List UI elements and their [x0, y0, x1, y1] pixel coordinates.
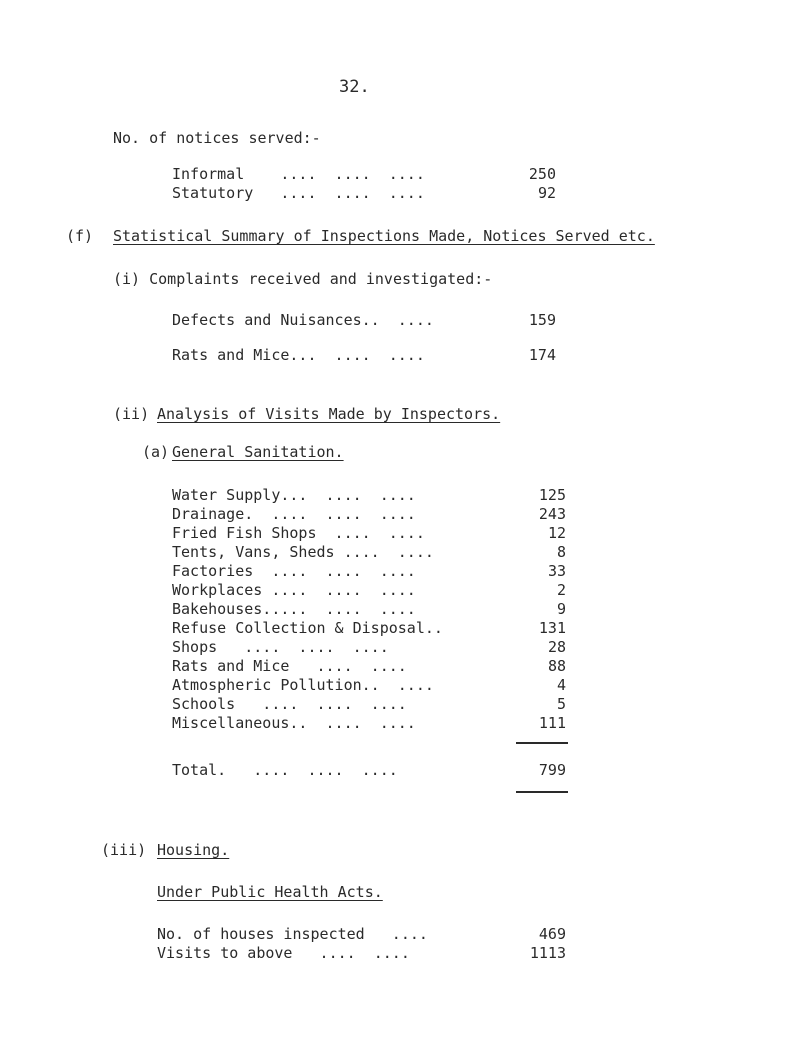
sanitation-label: Water Supply... .... ....: [172, 486, 416, 504]
sanitation-value: 125: [538, 486, 566, 504]
sanitation-value: 12: [547, 524, 566, 542]
sanitation-value: 8: [556, 543, 566, 561]
sanitation-value: 28: [547, 638, 566, 656]
complaint-value-rats: 174: [528, 346, 556, 364]
total-rule-top: [516, 742, 568, 744]
sanitation-label: Schools .... .... ....: [172, 695, 407, 713]
total-value: 799: [538, 761, 566, 779]
sanitation-label: Miscellaneous.. .... ....: [172, 714, 416, 732]
sanitation-label: Refuse Collection & Disposal..: [172, 619, 443, 637]
complaint-value-defects: 159: [528, 311, 556, 329]
notice-label-statutory: Statutory .... .... ....: [172, 184, 425, 202]
housing-value-visits: 1113: [529, 944, 566, 962]
sanitation-value: 5: [556, 695, 566, 713]
notice-value-informal: 250: [528, 165, 556, 183]
sanitation-value: 111: [538, 714, 566, 732]
housing-title: Housing.: [157, 841, 230, 859]
sanitation-value: 33: [547, 562, 566, 580]
analysis-title: Analysis of Visits Made by Inspectors.: [157, 405, 501, 423]
sanitation-value: 4: [556, 676, 566, 694]
page-number: 32.: [339, 77, 370, 97]
complaint-label-rats: Rats and Mice... .... ....: [172, 346, 425, 364]
section-f-title: Statistical Summary of Inspections Made, Notices Served etc.: [113, 227, 655, 245]
section-f-marker: (f): [66, 227, 94, 245]
sanitation-label: Shops .... .... ....: [172, 638, 389, 656]
sanitation-label: Rats and Mice .... ....: [172, 657, 407, 675]
analysis-sub-marker: (a): [142, 443, 170, 461]
sanitation-label: Workplaces .... .... ....: [172, 581, 416, 599]
sanitation-label: Drainage. .... .... ....: [172, 505, 416, 523]
total-rule-bottom: [516, 791, 568, 793]
sanitation-value: 2: [556, 581, 566, 599]
sanitation-label: Atmospheric Pollution.. ....: [172, 676, 434, 694]
sanitation-label: Fried Fish Shops .... ....: [172, 524, 425, 542]
housing-value-inspected: 469: [538, 925, 566, 943]
notice-label-informal: Informal .... .... ....: [172, 165, 425, 183]
sanitation-value: 88: [547, 657, 566, 675]
sanitation-label: Factories .... .... ....: [172, 562, 416, 580]
sanitation-value: 131: [538, 619, 566, 637]
sanitation-value: 243: [538, 505, 566, 523]
analysis-marker: (ii): [113, 405, 150, 423]
analysis-sub-title: General Sanitation.: [172, 443, 344, 461]
complaints-heading: (i) Complaints received and investigated:-: [113, 270, 493, 288]
complaint-label-defects: Defects and Nuisances.. ....: [172, 311, 434, 329]
sanitation-label: Bakehouses..... .... ....: [172, 600, 416, 618]
housing-label-inspected: No. of houses inspected ....: [157, 925, 428, 943]
housing-label-visits: Visits to above .... ....: [157, 944, 410, 962]
notice-value-statutory: 92: [537, 184, 556, 202]
housing-subtitle: Under Public Health Acts.: [157, 883, 383, 901]
sanitation-value: 9: [556, 600, 566, 618]
notices-heading: No. of notices served:-: [113, 129, 321, 147]
total-label: Total. .... .... ....: [172, 761, 398, 779]
housing-marker: (iii): [101, 841, 147, 859]
sanitation-label: Tents, Vans, Sheds .... ....: [172, 543, 434, 561]
